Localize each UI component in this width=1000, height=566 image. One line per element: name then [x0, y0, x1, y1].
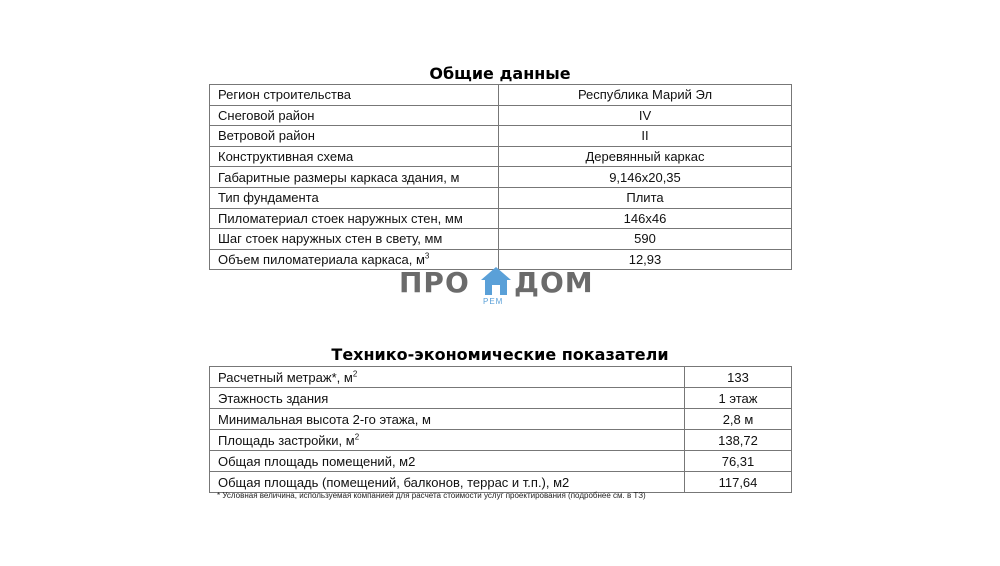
logo-subtext: РЕМ — [483, 297, 504, 306]
general-data-title: Общие данные — [429, 64, 571, 83]
row-value: 146х46 — [499, 208, 792, 229]
table-row — [210, 105, 792, 126]
row-label: Регион строительства — [210, 85, 499, 106]
row-label — [210, 367, 685, 388]
row-label: Ветровой район — [210, 126, 499, 147]
row-value: 76,31 — [685, 451, 792, 472]
row-label-text: Площадь застройки, м — [218, 432, 355, 448]
row-value: 590 — [499, 229, 792, 250]
table-row — [210, 409, 792, 430]
row-value: 133 — [685, 367, 792, 388]
row-label: Минимальная высота 2-го этажа, м — [210, 409, 685, 430]
unit-superscript: 3 — [424, 251, 430, 261]
row-value: 138,72 — [685, 430, 792, 451]
row-value: 117,64 — [685, 472, 792, 493]
company-logo — [399, 264, 599, 314]
footnote: * Условная величина, используемая компанией для расчета стоимости услуг проектирования (подробнее см. в ТЗ) — [217, 491, 646, 500]
row-label: Тип фундамента — [210, 187, 499, 208]
row-label-text: Расчетный метраж*, м — [218, 369, 353, 385]
row-label — [210, 430, 685, 451]
table-row — [210, 126, 792, 147]
tech-indicators-table — [209, 366, 792, 493]
table-row — [210, 367, 792, 388]
row-value: Деревянный каркас — [499, 146, 792, 167]
row-value: IV — [499, 105, 792, 126]
table-row — [210, 430, 792, 451]
logo-text-right: ДОМ — [514, 266, 594, 299]
tech-indicators-title: Технико-экономические показатели — [331, 345, 669, 364]
row-value: II — [499, 126, 792, 147]
row-label: Этажность здания — [210, 388, 685, 409]
row-label: Общая площадь (помещений, балконов, террас и т.п.), м2 — [210, 472, 685, 493]
table-row — [210, 388, 792, 409]
row-label: Шаг стоек наружных стен в свету, мм — [210, 229, 499, 250]
row-label: Пиломатериал стоек наружных стен, мм — [210, 208, 499, 229]
row-value: Плита — [499, 187, 792, 208]
table-row — [210, 85, 792, 106]
row-label: Общая площадь помещений, м2 — [210, 451, 685, 472]
row-label-text: Объем пиломатериала каркаса, м — [218, 252, 425, 268]
table-row — [210, 146, 792, 167]
general-data-table — [209, 84, 792, 270]
table-row — [210, 229, 792, 250]
house-icon — [479, 264, 513, 298]
unit-superscript: 2 — [352, 369, 358, 379]
row-label: Габаритные размеры каркаса здания, м — [210, 167, 499, 188]
row-value: 9,146х20,35 — [499, 167, 792, 188]
row-value: 12,93 — [499, 249, 792, 270]
row-label: Снеговой район — [210, 105, 499, 126]
table-row — [210, 187, 792, 208]
row-value: 2,8 м — [685, 409, 792, 430]
row-label: Конструктивная схема — [210, 146, 499, 167]
table-row — [210, 451, 792, 472]
logo-text-left: ПРО — [399, 266, 470, 299]
table-row — [210, 167, 792, 188]
table-row — [210, 472, 792, 493]
unit-superscript: 2 — [354, 432, 360, 442]
row-value: 1 этаж — [685, 388, 792, 409]
row-value: Республика Марий Эл — [499, 85, 792, 106]
table-row — [210, 208, 792, 229]
